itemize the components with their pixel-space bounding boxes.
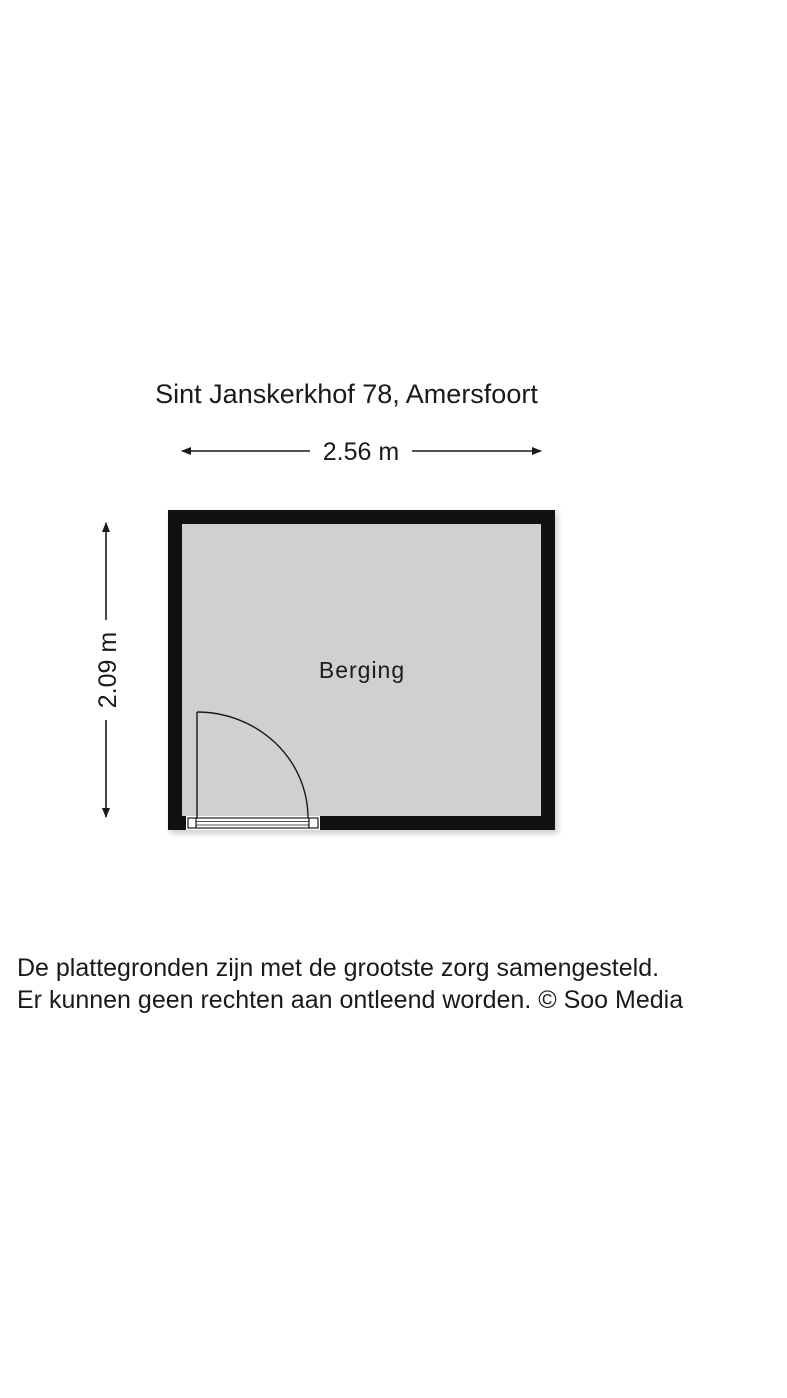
- disclaimer: [17, 952, 683, 1016]
- door-jamb-right: [309, 818, 318, 828]
- width-dimension: [182, 438, 541, 466]
- room-berging: [170, 512, 558, 834]
- height-dimension-label: 2.09 m: [94, 631, 122, 709]
- height-dimension: [94, 523, 122, 817]
- address-title: Sint Janskerkhof 78, Amersfoort: [155, 379, 538, 409]
- door-threshold: [196, 818, 309, 828]
- room-label: Berging: [318, 657, 406, 683]
- door-jamb-left: [188, 818, 196, 828]
- disclaimer-line-2: Er kunnen geen rechten aan ontleend worden. © Soo Media: [17, 986, 684, 1014]
- width-dimension-label: 2.56 m: [322, 438, 400, 466]
- disclaimer-line-1: De plattegronden zijn met de grootste zorg samengesteld.: [17, 954, 660, 982]
